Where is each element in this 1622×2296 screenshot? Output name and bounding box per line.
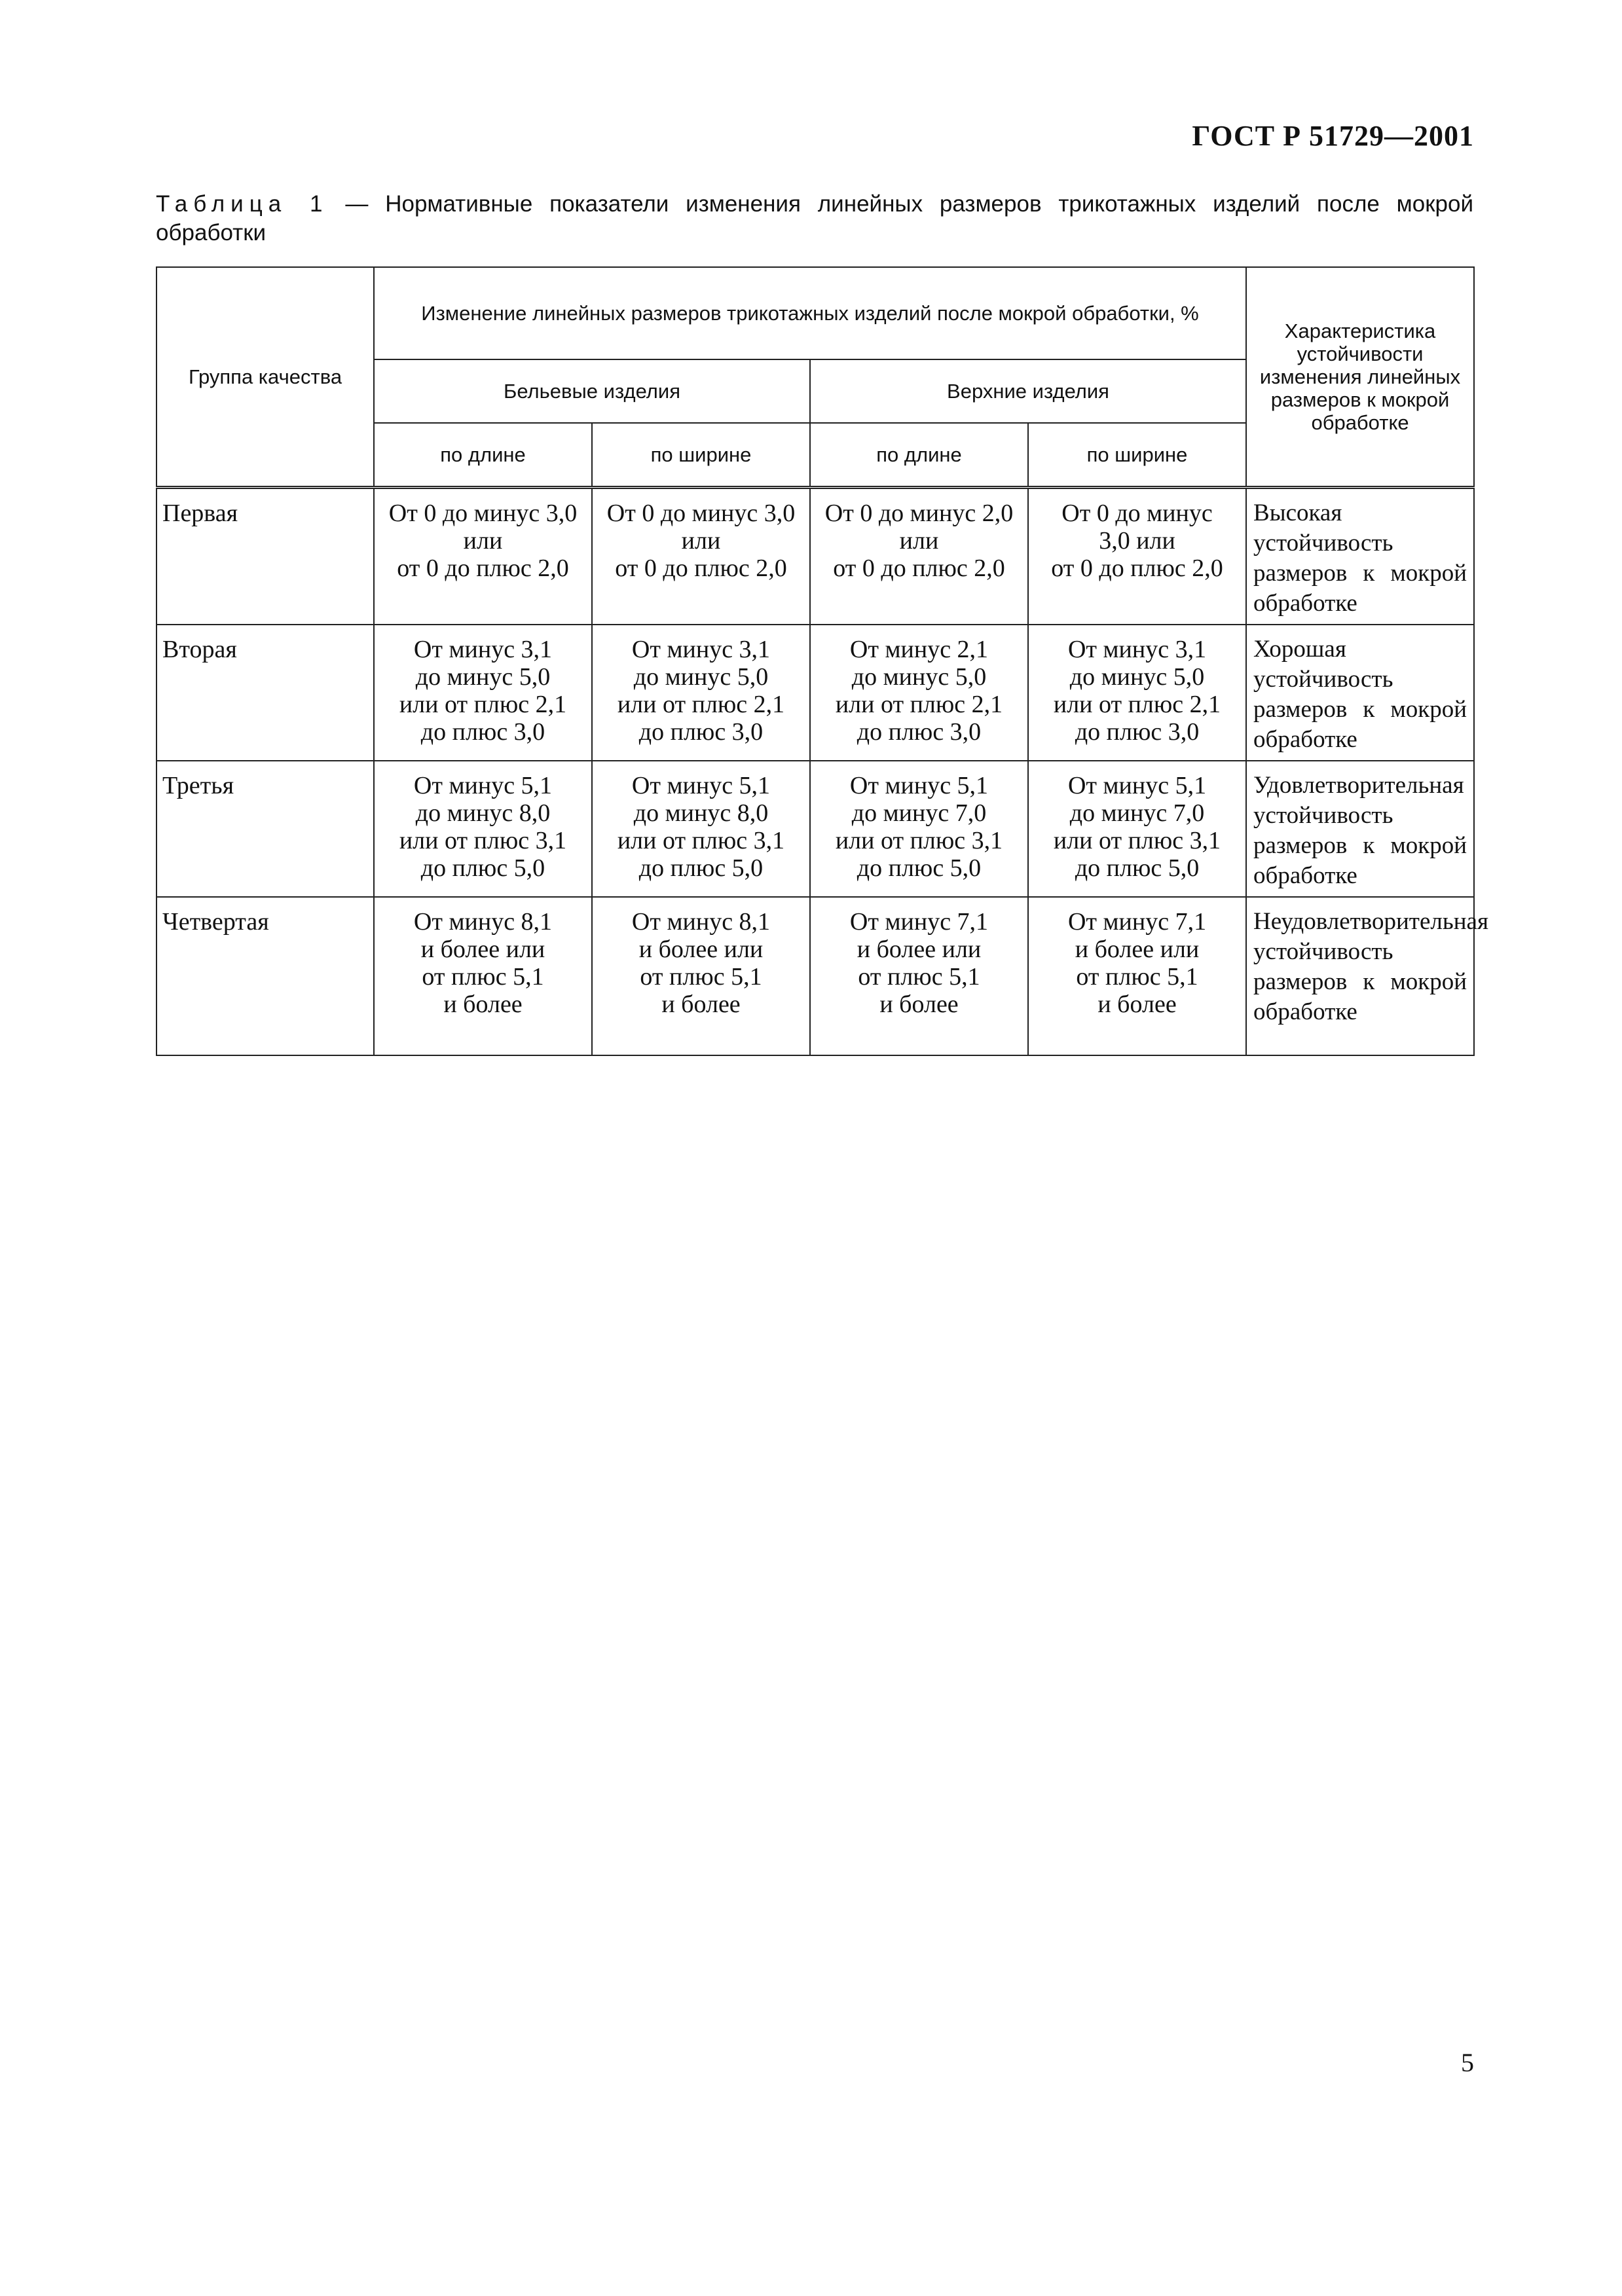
cell-underwear-length: От минус 3,1 до минус 5,0 или от плюс 2,1 до плюс 3,0 [374, 625, 592, 761]
header-underwear-length: по длине [374, 423, 592, 487]
cell-underwear-length: От минус 5,1 до минус 8,0 или от плюс 3,1 до плюс 5,0 [374, 761, 592, 897]
norms-table [156, 266, 1488, 1056]
document-code: ГОСТ Р 51729—2001 [1192, 120, 1474, 152]
page-number: 5 [1461, 2048, 1474, 2077]
table-caption-label: Таблица 1 [156, 191, 329, 217]
header-underwear: Бельевые изделия [374, 359, 810, 423]
header-underwear-width: по ширине [592, 423, 810, 487]
header-characteristic: Характеристика устойчивости изменения линейных размеров к мокрой обработке [1246, 267, 1474, 487]
cell-underwear-width: От минус 3,1 до минус 5,0 или от плюс 2,1 до плюс 3,0 [592, 625, 810, 761]
row-group-third: Третья [157, 761, 374, 897]
cell-underwear-length: От 0 до минус 3,0 или от 0 до плюс 2,0 [374, 487, 592, 625]
header-outerwear-width: по ширине [1028, 423, 1246, 487]
table-row [157, 761, 1474, 897]
cell-characteristic: Хорошая устойчивость размеров к мокрой обработке [1246, 625, 1474, 761]
cell-outerwear-width: От минус 7,1 и более или от плюс 5,1 и более [1028, 897, 1246, 1055]
cell-characteristic: Неудовлетворительная устойчивость размеров к мокрой обработке [1246, 897, 1474, 1055]
table-row [157, 487, 1474, 625]
cell-characteristic: Высокая устойчивость размеров к мокрой обработке [1246, 487, 1474, 625]
cell-outerwear-width: От 0 до минус 3,0 или от 0 до плюс 2,0 [1028, 487, 1246, 625]
table-row [157, 625, 1474, 761]
table-caption [156, 190, 1473, 247]
cell-underwear-length: От минус 8,1 и более или от плюс 5,1 и более [374, 897, 592, 1055]
table-caption-text: Нормативные показатели изменения линейных размеров трикотажных изделий после мокрой обработки [156, 191, 1474, 246]
cell-outerwear-width: От минус 5,1 до минус 7,0 или от плюс 3,1 до плюс 5,0 [1028, 761, 1246, 897]
table-row [157, 897, 1474, 1055]
cell-outerwear-width: От минус 3,1 до минус 5,0 или от плюс 2,1 до плюс 3,0 [1028, 625, 1246, 761]
cell-underwear-width: От 0 до минус 3,0 или от 0 до плюс 2,0 [592, 487, 810, 625]
header-outerwear-length: по длине [810, 423, 1028, 487]
cell-outerwear-length: От минус 5,1 до минус 7,0 или от плюс 3,1 до плюс 5,0 [810, 761, 1028, 897]
cell-underwear-width: От минус 5,1 до минус 8,0 или от плюс 3,1 до плюс 5,0 [592, 761, 810, 897]
header-group: Группа качества [157, 267, 374, 487]
cell-outerwear-length: От минус 7,1 и более или от плюс 5,1 и более [810, 897, 1028, 1055]
cell-underwear-width: От минус 8,1 и более или от плюс 5,1 и более [592, 897, 810, 1055]
header-outerwear: Верхние изделия [810, 359, 1246, 423]
cell-outerwear-length: От минус 2,1 до минус 5,0 или от плюс 2,1 до плюс 3,0 [810, 625, 1028, 761]
cell-characteristic: Удовлетворительная устойчивость размеров к мокрой обработке [1246, 761, 1474, 897]
row-group-first: Первая [157, 487, 374, 625]
row-group-fourth: Четвертая [157, 897, 374, 1055]
table-caption-dash: — [328, 191, 386, 217]
cell-outerwear-length: От 0 до минус 2,0 или от 0 до плюс 2,0 [810, 487, 1028, 625]
header-size-change: Изменение линейных размеров трикотажных изделий после мокрой обработки, % [374, 267, 1246, 359]
row-group-second: Вторая [157, 625, 374, 761]
